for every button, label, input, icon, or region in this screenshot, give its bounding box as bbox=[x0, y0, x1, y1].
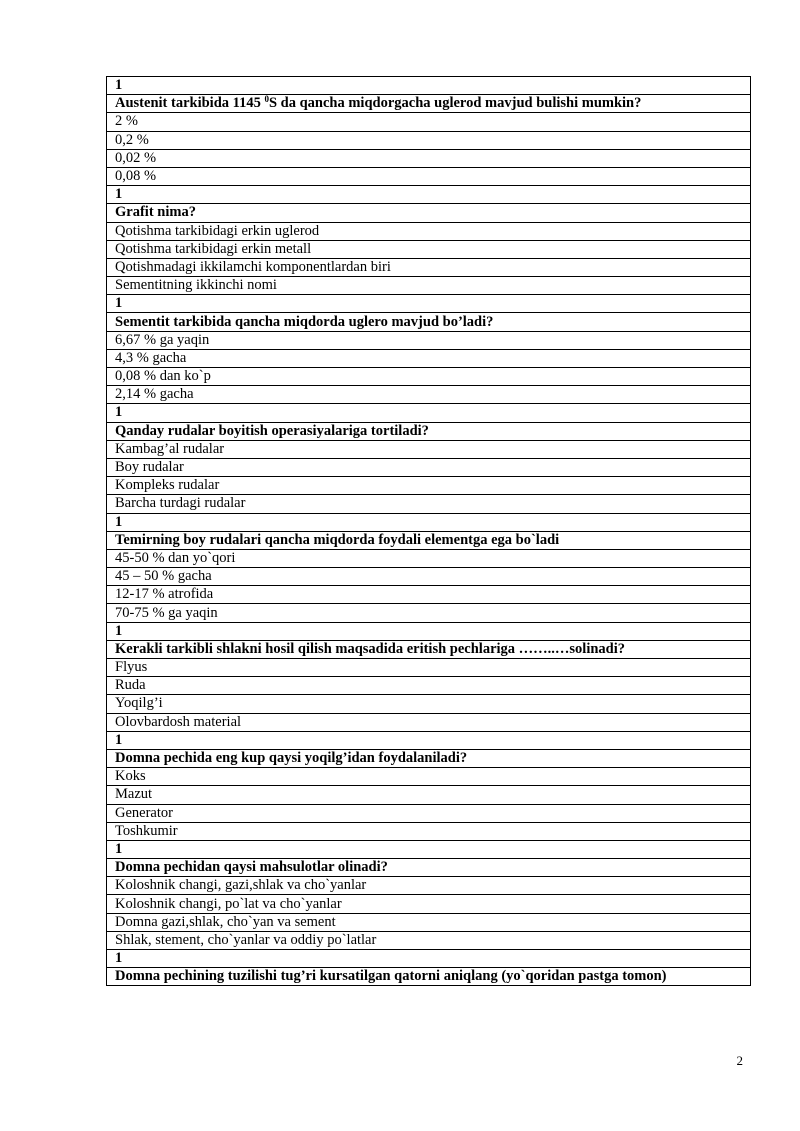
question-number-row bbox=[107, 950, 751, 968]
answer-option: 45-50 % dan yo`qori bbox=[107, 549, 751, 567]
answer-option-row bbox=[107, 695, 751, 713]
question-number-row bbox=[107, 622, 751, 640]
answer-option-row bbox=[107, 677, 751, 695]
question-row bbox=[107, 95, 751, 113]
answer-option: Qotishma tarkibidagi erkin uglerod bbox=[107, 222, 751, 240]
answer-option: 12-17 % atrofida bbox=[107, 586, 751, 604]
answer-option: Shlak, stement, cho`yanlar va oddiy po`latlar bbox=[107, 931, 751, 949]
answer-option-row bbox=[107, 458, 751, 476]
answer-option: 2 % bbox=[107, 113, 751, 131]
answer-option: Qotishmadagi ikkilamchi komponentlardan biri bbox=[107, 258, 751, 276]
question-number: 1 bbox=[107, 840, 751, 858]
question-text: Domna pechida eng kup qaysi yoqilg’idan foydalaniladi? bbox=[107, 749, 751, 767]
question-number: 1 bbox=[107, 950, 751, 968]
question-row bbox=[107, 749, 751, 767]
answer-option-row bbox=[107, 167, 751, 185]
answer-option-row bbox=[107, 895, 751, 913]
question-row bbox=[107, 313, 751, 331]
answer-option: 0,2 % bbox=[107, 131, 751, 149]
answer-option-row bbox=[107, 131, 751, 149]
question-row bbox=[107, 422, 751, 440]
question-number-row bbox=[107, 840, 751, 858]
answer-option: Barcha turdagi rudalar bbox=[107, 495, 751, 513]
answer-option-row bbox=[107, 713, 751, 731]
answer-option: Flyus bbox=[107, 659, 751, 677]
degree-superscript: 0 bbox=[264, 94, 269, 105]
question-text-part: Austenit tarkibida 1145 bbox=[115, 95, 265, 112]
answer-option: Mazut bbox=[107, 786, 751, 804]
test-questions-table bbox=[106, 76, 751, 986]
answer-option-row bbox=[107, 277, 751, 295]
question-text bbox=[107, 95, 751, 113]
question-number: 1 bbox=[107, 513, 751, 531]
answer-option-row bbox=[107, 440, 751, 458]
answer-option: Koloshnik changi, po`lat va cho`yanlar bbox=[107, 895, 751, 913]
answer-option-row bbox=[107, 659, 751, 677]
answer-option-row bbox=[107, 113, 751, 131]
question-text: Temirning boy rudalari qancha miqdorda foydali elementga ega bo`ladi bbox=[107, 531, 751, 549]
answer-option: 70-75 % ga yaqin bbox=[107, 604, 751, 622]
answer-option-row bbox=[107, 495, 751, 513]
answer-option-row bbox=[107, 368, 751, 386]
question-row bbox=[107, 859, 751, 877]
question-row bbox=[107, 531, 751, 549]
answer-option: 0,08 % bbox=[107, 167, 751, 185]
answer-option: Kambag’al rudalar bbox=[107, 440, 751, 458]
answer-option: 45 – 50 % gacha bbox=[107, 568, 751, 586]
question-number-row bbox=[107, 731, 751, 749]
answer-option-row bbox=[107, 549, 751, 567]
answer-option: 6,67 % ga yaqin bbox=[107, 331, 751, 349]
question-number: 1 bbox=[107, 622, 751, 640]
answer-option: 0,02 % bbox=[107, 149, 751, 167]
question-text: Domna pechidan qaysi mahsulotlar olinadi? bbox=[107, 859, 751, 877]
answer-option: Yoqilg’i bbox=[107, 695, 751, 713]
answer-option: Koks bbox=[107, 768, 751, 786]
question-text: Grafit nima? bbox=[107, 204, 751, 222]
question-number: 1 bbox=[107, 186, 751, 204]
question-text: Kerakli tarkibli shlakni hosil qilish maqsadida eritish pechlariga ……..…solinadi? bbox=[107, 640, 751, 658]
answer-option-row bbox=[107, 386, 751, 404]
question-number-row bbox=[107, 186, 751, 204]
questions-table-body bbox=[107, 77, 751, 986]
answer-option-row bbox=[107, 604, 751, 622]
question-number-row bbox=[107, 404, 751, 422]
answer-option-row bbox=[107, 804, 751, 822]
answer-option-row bbox=[107, 258, 751, 276]
answer-option-row bbox=[107, 768, 751, 786]
answer-option-row bbox=[107, 931, 751, 949]
answer-option: Sementitning ikkinchi nomi bbox=[107, 277, 751, 295]
answer-option: Domna gazi,shlak, cho`yan va sement bbox=[107, 913, 751, 931]
answer-option-row bbox=[107, 568, 751, 586]
question-number-row bbox=[107, 513, 751, 531]
question-text: Qanday rudalar boyitish operasiyalariga tortiladi? bbox=[107, 422, 751, 440]
answer-option: Koloshnik changi, gazi,shlak va cho`yanlar bbox=[107, 877, 751, 895]
question-row bbox=[107, 968, 751, 986]
question-number: 1 bbox=[107, 295, 751, 313]
question-number-row bbox=[107, 295, 751, 313]
answer-option-row bbox=[107, 477, 751, 495]
answer-option: Olovbardosh material bbox=[107, 713, 751, 731]
answer-option: Qotishma tarkibidagi erkin metall bbox=[107, 240, 751, 258]
answer-option: Kompleks rudalar bbox=[107, 477, 751, 495]
question-number: 1 bbox=[107, 77, 751, 95]
answer-option: Ruda bbox=[107, 677, 751, 695]
answer-option: Generator bbox=[107, 804, 751, 822]
question-row bbox=[107, 640, 751, 658]
question-number-row bbox=[107, 77, 751, 95]
answer-option-row bbox=[107, 349, 751, 367]
answer-option: 4,3 % gacha bbox=[107, 349, 751, 367]
answer-option-row bbox=[107, 331, 751, 349]
question-number: 1 bbox=[107, 731, 751, 749]
page-number: 2 bbox=[736, 1053, 743, 1068]
answer-option-row bbox=[107, 877, 751, 895]
question-text: Domna pechining tuzilishi tug’ri kursatilgan qatorni aniqlang (yo`qoridan pastga tomon) bbox=[107, 968, 751, 986]
answer-option-row bbox=[107, 222, 751, 240]
answer-option-row bbox=[107, 149, 751, 167]
question-text-part: S da qancha miqdorgacha uglerod mavjud bulishi mumkin? bbox=[268, 95, 642, 112]
answer-option-row bbox=[107, 240, 751, 258]
answer-option: 0,08 % dan ko`p bbox=[107, 368, 751, 386]
answer-option: Boy rudalar bbox=[107, 458, 751, 476]
answer-option-row bbox=[107, 913, 751, 931]
answer-option: 2,14 % gacha bbox=[107, 386, 751, 404]
question-number: 1 bbox=[107, 404, 751, 422]
answer-option-row bbox=[107, 586, 751, 604]
question-text: Sementit tarkibida qancha miqdorda uglero mavjud bo’ladi? bbox=[107, 313, 751, 331]
answer-option: Toshkumir bbox=[107, 822, 751, 840]
answer-option-row bbox=[107, 786, 751, 804]
question-row bbox=[107, 204, 751, 222]
answer-option-row bbox=[107, 822, 751, 840]
